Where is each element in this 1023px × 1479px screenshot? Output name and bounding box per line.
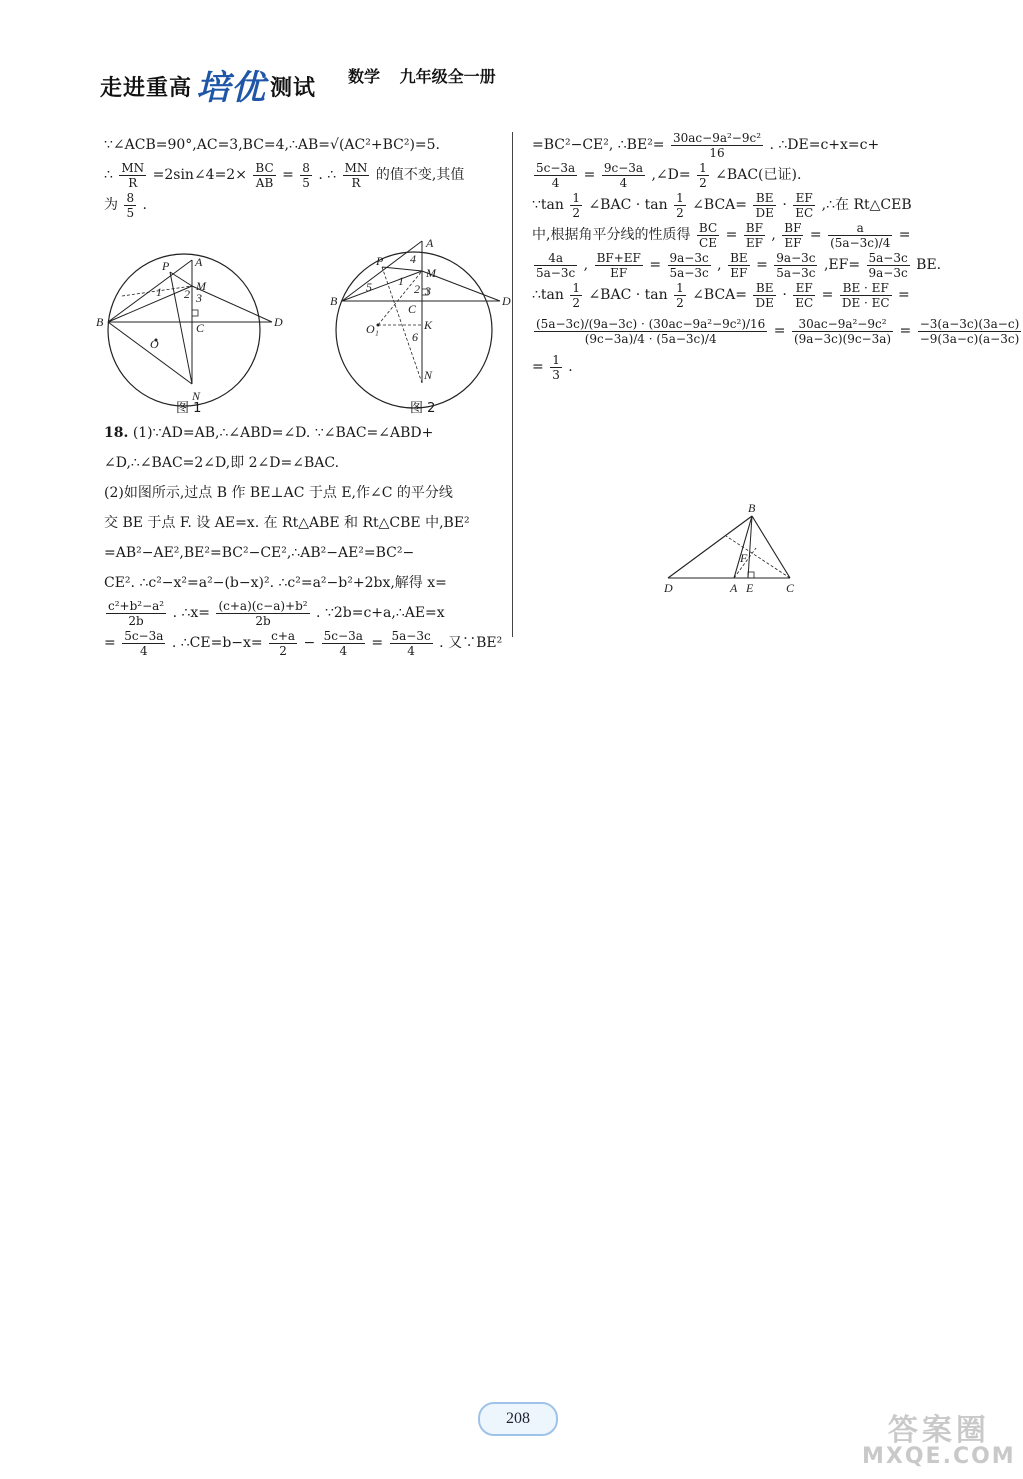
fraction-den: 4 bbox=[551, 175, 560, 190]
text-span: ∠BAC · tan bbox=[588, 197, 668, 213]
fraction-num: 9c−3a bbox=[603, 160, 644, 175]
fraction-num: 5c−3a bbox=[124, 628, 164, 643]
fraction-den: 2 bbox=[676, 205, 684, 220]
fraction-num: 9a−3c bbox=[669, 250, 709, 265]
right-line-6 bbox=[532, 280, 932, 310]
fraction-num: 5c−3a bbox=[536, 160, 576, 175]
fraction bbox=[570, 191, 582, 220]
label-3: 3 bbox=[425, 284, 431, 298]
text-span: . ∴x= bbox=[172, 605, 210, 621]
text-span: , bbox=[717, 257, 722, 273]
right-angle-mark bbox=[748, 572, 754, 578]
fraction-num: 5c−3a bbox=[323, 628, 363, 643]
fraction-num: BF bbox=[784, 220, 802, 235]
q18-line-3: (2)如图所示,过点 B 作 BE⊥AC 于点 E,作∠C 的平分线 bbox=[104, 485, 453, 501]
fraction bbox=[828, 221, 892, 250]
fraction bbox=[753, 281, 775, 310]
label-m: M bbox=[196, 279, 206, 293]
fraction-num: BF bbox=[745, 220, 763, 235]
text-span: · bbox=[782, 197, 787, 213]
right-column bbox=[532, 130, 1020, 382]
fraction-den: 9a−3c bbox=[868, 265, 908, 280]
book-subtitle bbox=[348, 64, 510, 87]
fraction-num: 5a−3c bbox=[868, 250, 908, 265]
fraction-num: c²+b²−a² bbox=[108, 598, 165, 613]
triangle-diagram bbox=[660, 500, 800, 600]
text-span: = bbox=[899, 323, 912, 339]
text-span: . ∴DE=c+x=c+ bbox=[769, 137, 880, 153]
book-title-emphasis: 培优 bbox=[196, 68, 267, 108]
text-span: . ∴CE=b−x= bbox=[171, 635, 263, 651]
book-title-part2: 测试 bbox=[270, 76, 317, 101]
text-span: = bbox=[104, 635, 116, 651]
fraction-num: 8 bbox=[126, 190, 135, 205]
text-span: ∠BCA= bbox=[692, 197, 748, 213]
line-bn bbox=[108, 322, 192, 384]
text-span: = bbox=[282, 167, 294, 183]
text-span: . bbox=[568, 359, 573, 375]
fraction bbox=[774, 251, 817, 280]
label-b: B bbox=[96, 315, 104, 329]
text-span: = bbox=[649, 257, 662, 273]
book-title-part1: 走进重高 bbox=[100, 76, 193, 101]
fraction-den: DE · EC bbox=[841, 295, 890, 310]
text-span: ∴tan bbox=[532, 287, 564, 303]
fraction-num: 8 bbox=[302, 160, 310, 175]
fraction bbox=[106, 599, 166, 628]
fraction bbox=[343, 161, 370, 190]
fraction bbox=[753, 191, 775, 220]
label-f: F bbox=[740, 551, 748, 565]
figure-2-caption: 图 2 bbox=[410, 401, 436, 416]
fraction-den: DE bbox=[755, 205, 774, 220]
figure-1-caption: 图 1 bbox=[176, 401, 202, 416]
watermark-top: 答案圈 bbox=[887, 1413, 990, 1448]
text-span: − bbox=[303, 635, 316, 651]
left-column bbox=[104, 130, 504, 220]
text-span: ∴ bbox=[104, 167, 113, 183]
fraction-den: EC bbox=[795, 205, 814, 220]
line-bc bbox=[752, 516, 790, 578]
fraction-num: BE · EF bbox=[840, 281, 892, 296]
text-span: = bbox=[371, 635, 384, 651]
label-o: O bbox=[150, 337, 159, 351]
fraction-num: EF bbox=[793, 191, 815, 206]
text-span: ,∴在 Rt△CEB bbox=[821, 197, 912, 213]
fraction bbox=[793, 281, 815, 310]
fraction-num: BC bbox=[698, 220, 718, 235]
label-a: A bbox=[426, 236, 434, 250]
fraction bbox=[668, 251, 711, 280]
book-title bbox=[100, 56, 317, 108]
text-span: ,∠D= bbox=[651, 167, 691, 183]
label-6: 6 bbox=[412, 330, 418, 344]
fraction-num: a bbox=[828, 221, 892, 236]
text-span: ∵tan bbox=[532, 197, 564, 213]
line-pm bbox=[170, 272, 192, 286]
right-line-1 bbox=[532, 130, 932, 160]
fraction-num: BE bbox=[730, 250, 748, 265]
compound-fraction bbox=[534, 317, 767, 346]
right-line-8 bbox=[532, 352, 932, 382]
text-span: 中,根据角平分线的性质得 bbox=[532, 227, 691, 243]
fraction bbox=[671, 131, 763, 160]
left-line-2 bbox=[104, 160, 504, 190]
fraction-den: CE bbox=[699, 235, 717, 250]
right-line-5 bbox=[532, 250, 942, 280]
fraction-num: −3(a−3c)(3a−c) bbox=[919, 316, 1020, 331]
label-o1: O₁ bbox=[366, 322, 379, 336]
fraction bbox=[867, 251, 910, 280]
text-span: ∠BAC · tan bbox=[588, 287, 668, 303]
fraction bbox=[918, 317, 1022, 346]
text-span: BE. bbox=[916, 257, 942, 273]
fraction-num: 30ac−9a²−9c² bbox=[792, 317, 893, 332]
text-span: . ∴ bbox=[318, 167, 337, 183]
figure-1-diagram bbox=[92, 250, 292, 420]
fraction bbox=[119, 161, 146, 190]
text-span: (1)∵AD=AB,∴∠ABD=∠D. ∵∠BAC=∠ABD+ bbox=[132, 425, 434, 441]
fraction-den: 16 bbox=[709, 145, 725, 160]
label-a: A bbox=[195, 255, 203, 269]
fraction-num: 1 bbox=[552, 352, 560, 367]
fraction bbox=[602, 161, 645, 190]
fraction-den: 4 bbox=[339, 643, 348, 658]
text-span: · bbox=[782, 287, 787, 303]
fraction bbox=[595, 251, 643, 280]
fraction bbox=[534, 161, 577, 190]
text-span: . ∵2b=c+a,∴AE=x bbox=[316, 605, 445, 621]
fraction-num: BC bbox=[255, 160, 274, 175]
fraction-den: 4 bbox=[407, 643, 415, 658]
fraction-den: 4 bbox=[619, 175, 628, 190]
fraction bbox=[124, 191, 136, 220]
fraction-num: (5a−3c)/(9a−3c) · (30ac−9a²−9c²)/16 bbox=[536, 316, 766, 331]
fraction-num: 5a−3c bbox=[391, 628, 431, 643]
fraction-den: 2 bbox=[572, 205, 580, 220]
fraction-den: (5a−3c)/4 bbox=[830, 235, 891, 250]
label-d: D bbox=[274, 315, 283, 329]
fraction bbox=[269, 629, 297, 658]
label-1: 1 bbox=[398, 274, 404, 288]
fraction-num: BE bbox=[753, 191, 775, 206]
fraction-den: R bbox=[128, 175, 138, 190]
fraction bbox=[322, 629, 365, 658]
question-18 bbox=[104, 418, 504, 658]
fraction-den: (9a−3c)(9c−3a) bbox=[793, 331, 892, 346]
fraction bbox=[728, 251, 750, 280]
fraction bbox=[674, 191, 686, 220]
text-span: = bbox=[725, 227, 738, 243]
right-line-7 bbox=[532, 316, 1020, 346]
circle-o bbox=[108, 254, 260, 406]
fraction bbox=[570, 281, 582, 310]
label-a: A bbox=[730, 581, 738, 595]
fraction bbox=[534, 251, 577, 280]
fraction-num: 1 bbox=[676, 280, 684, 295]
fraction-den: 5a−3c bbox=[776, 265, 816, 280]
fraction-den: EF bbox=[610, 265, 628, 280]
left-line-3 bbox=[104, 190, 504, 220]
left-line-1: ∵∠ACB=90°,AC=3,BC=4,∴AB=√(AC²+BC²)=5. bbox=[104, 137, 441, 153]
fraction bbox=[792, 317, 893, 346]
label-c: C bbox=[786, 581, 795, 595]
fraction-den: 2 bbox=[676, 295, 684, 310]
label-e: E bbox=[746, 581, 754, 595]
fraction-den: AB bbox=[255, 175, 274, 190]
watermark-bottom: MXQE.COM bbox=[862, 1444, 1016, 1469]
fraction-den: EF bbox=[730, 265, 748, 280]
fraction bbox=[674, 281, 686, 310]
text-span: = bbox=[583, 167, 596, 183]
text-span: =BC²−CE², ∴BE²= bbox=[532, 137, 665, 153]
fraction-num: 30ac−9a²−9c² bbox=[673, 130, 762, 145]
line-ba bbox=[342, 241, 422, 301]
label-c: C bbox=[408, 302, 417, 316]
text-span: ∠BAC(已证). bbox=[715, 167, 802, 183]
column-divider bbox=[512, 132, 513, 637]
watermark-logo bbox=[862, 1413, 1016, 1470]
label-b: B bbox=[748, 501, 756, 515]
text-span: . bbox=[142, 197, 147, 213]
fraction-den: 3 bbox=[552, 367, 560, 382]
fraction-num: EF bbox=[793, 281, 815, 296]
fraction bbox=[550, 353, 562, 382]
text-span: = bbox=[821, 287, 834, 303]
fraction-num: MN bbox=[344, 160, 368, 175]
subject-label: 数学 bbox=[348, 67, 381, 86]
line-db bbox=[668, 516, 752, 578]
q18-line-8 bbox=[104, 628, 504, 658]
text-span: = bbox=[898, 287, 910, 303]
fraction bbox=[122, 629, 165, 658]
fraction bbox=[390, 629, 433, 658]
fraction-num: 1 bbox=[572, 280, 580, 295]
label-m: M bbox=[426, 266, 436, 280]
right-line-3 bbox=[532, 190, 932, 220]
fraction-den: 2 bbox=[279, 643, 287, 658]
fraction-num: BF+EF bbox=[596, 250, 641, 265]
fraction-den: (9c−3a)/4 · (5a−3c)/4 bbox=[584, 331, 717, 346]
label-p: P bbox=[162, 259, 170, 273]
text-span: ,EF= bbox=[823, 257, 861, 273]
text-span: , bbox=[583, 257, 589, 273]
page-number: 208 bbox=[478, 1402, 558, 1436]
q18-line-2: ∠D,∴∠BAC=2∠D,即 2∠D=∠BAC. bbox=[104, 455, 340, 471]
fraction-num: 1 bbox=[572, 190, 580, 205]
q18-line-1 bbox=[104, 418, 504, 448]
text-span: ∠BCA= bbox=[692, 287, 748, 303]
text-span: = bbox=[809, 227, 822, 243]
label-c: C bbox=[196, 321, 205, 335]
label-n: N bbox=[424, 368, 433, 382]
label-3: 3 bbox=[196, 291, 202, 305]
label-d: D bbox=[664, 581, 673, 595]
label-b: B bbox=[330, 294, 338, 308]
fraction bbox=[300, 161, 312, 190]
q18-line-5: =AB²−AE²,BE²=BC²−CE²,∴AB²−AE²=BC²− bbox=[104, 545, 415, 561]
fraction bbox=[697, 221, 719, 250]
fraction-den: 2b bbox=[128, 613, 144, 628]
fraction bbox=[840, 281, 892, 310]
fraction-den: 2 bbox=[699, 175, 707, 190]
text-span: = bbox=[532, 359, 544, 375]
fraction-den: EC bbox=[795, 295, 814, 310]
fraction bbox=[216, 599, 309, 628]
grade-label: 九年级全一册 bbox=[399, 67, 496, 86]
fraction-den: EF bbox=[745, 235, 763, 250]
fraction-den: 5a−3c bbox=[536, 265, 576, 280]
q18-line-6: CE². ∴c²−x²=a²−(b−x)². ∴c²=a²−b²+2bx,解得 x= bbox=[104, 575, 447, 591]
label-2: 2 bbox=[184, 287, 190, 301]
label-d: D bbox=[502, 294, 511, 308]
fraction-num: c+a bbox=[271, 628, 296, 643]
text-span: 为 bbox=[104, 197, 118, 213]
fraction-num: MN bbox=[121, 160, 145, 175]
label-4: 4 bbox=[410, 252, 416, 266]
fraction-den: R bbox=[351, 175, 361, 190]
text-span: = bbox=[773, 323, 786, 339]
fraction-den: DE bbox=[755, 295, 774, 310]
label-2: 2 bbox=[414, 282, 420, 296]
fraction-den: 5 bbox=[302, 175, 310, 190]
fraction-num: (c+a)(c−a)+b² bbox=[218, 598, 308, 613]
right-line-2 bbox=[532, 160, 932, 190]
text-span: = bbox=[898, 227, 911, 243]
fraction bbox=[782, 221, 803, 250]
label-k: K bbox=[424, 318, 433, 332]
figure-2-diagram bbox=[322, 235, 512, 420]
label-p: P bbox=[376, 254, 384, 268]
fraction-num: 1 bbox=[676, 190, 684, 205]
fraction-den: −9(3a−c)(a−3c) bbox=[919, 331, 1020, 346]
text-span: 的值不变,其值 bbox=[375, 167, 465, 183]
fraction-num: 9a−3c bbox=[776, 250, 816, 265]
fraction-den: EF bbox=[784, 235, 802, 250]
label-1: 1 bbox=[156, 285, 162, 299]
text-span: =2sin∠4=2× bbox=[152, 167, 247, 183]
question-number: 18. bbox=[104, 425, 129, 441]
fraction bbox=[793, 191, 815, 220]
fraction bbox=[697, 161, 709, 190]
right-line-4 bbox=[532, 220, 932, 250]
text-span: = bbox=[756, 257, 768, 273]
label-5: 5 bbox=[366, 280, 372, 294]
fraction-den: 2b bbox=[255, 613, 271, 628]
line-be bbox=[748, 516, 752, 578]
line-pm bbox=[382, 267, 422, 271]
q18-line-7 bbox=[104, 598, 504, 628]
fraction bbox=[253, 161, 275, 190]
fraction-num: 1 bbox=[699, 160, 707, 175]
text-span: . 又∵BE² bbox=[439, 635, 503, 651]
fraction-den: 5a−3c bbox=[669, 265, 709, 280]
q18-line-4: 交 BE 于点 F. 设 AE=x. 在 Rt△ABE 和 Rt△CBE 中,BE² bbox=[104, 515, 470, 531]
right-angle-mark bbox=[192, 310, 198, 316]
label-n: N bbox=[192, 389, 201, 403]
fraction bbox=[744, 221, 765, 250]
fraction-den: 4 bbox=[139, 643, 148, 658]
fraction-den: 2 bbox=[572, 295, 580, 310]
fraction-den: 5 bbox=[126, 205, 135, 220]
fraction-num: BE bbox=[753, 281, 775, 296]
text-span: , bbox=[771, 227, 776, 243]
fraction-num: 4a bbox=[534, 251, 577, 266]
